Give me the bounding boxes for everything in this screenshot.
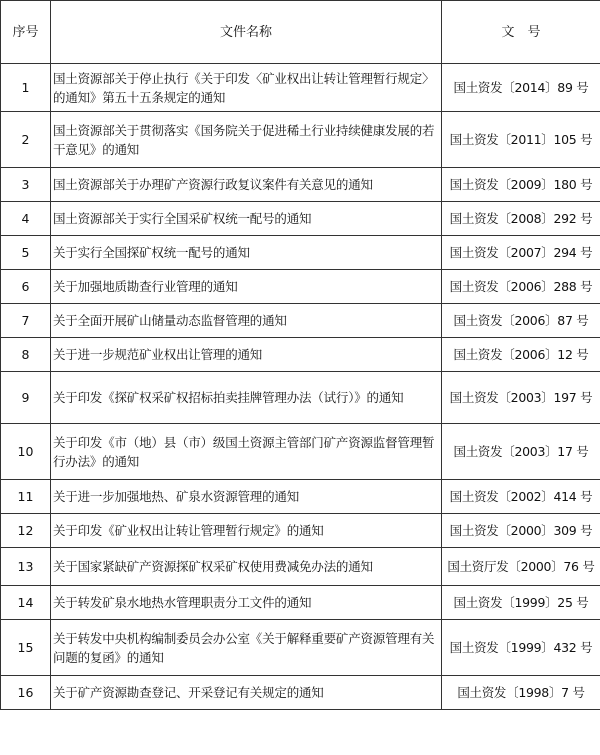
header-file-name: 文件名称: [51, 1, 442, 64]
table-row: [1, 372, 600, 424]
row-doc-number-cell: 国土资发〔2006〕288 号: [442, 270, 600, 304]
row-doc-number-cell: 国土资发〔2006〕87 号: [442, 304, 600, 338]
row-doc-number-cell: 国土资发〔2014〕89 号: [442, 64, 600, 112]
row-file-name-cell: 关于印发《探矿权采矿权招标拍卖挂牌管理办法（试行）》的通知: [51, 372, 442, 424]
row-file-name-cell: 关于国家紧缺矿产资源探矿权采矿权使用费减免办法的通知: [51, 548, 442, 586]
row-file-name-cell: 关于进一步规范矿业权出让管理的通知: [51, 338, 442, 372]
table-row: [1, 168, 600, 202]
row-file-name-cell: 国土资源部关于办理矿产资源行政复议案件有关意见的通知: [51, 168, 442, 202]
table-row: [1, 480, 600, 514]
row-doc-number-cell: 国土资发〔2009〕180 号: [442, 168, 600, 202]
row-file-name-cell: 国土资源部关于贯彻落实《国务院关于促进稀土行业持续健康发展的若干意见》的通知: [51, 112, 442, 168]
header-row: [1, 1, 600, 64]
row-serial-cell: 2: [1, 112, 51, 168]
table-row: [1, 676, 600, 710]
table-body: [1, 64, 600, 710]
table-row: [1, 202, 600, 236]
row-serial-cell: 5: [1, 236, 51, 270]
row-doc-number-cell: 国土资发〔2011〕105 号: [442, 112, 600, 168]
row-doc-number-cell: 国土资发〔2002〕414 号: [442, 480, 600, 514]
row-serial-cell: 10: [1, 424, 51, 480]
row-serial-cell: 9: [1, 372, 51, 424]
row-doc-number-cell: 国土资厅发〔2000〕76 号: [442, 548, 600, 586]
header-serial: 序号: [1, 1, 51, 64]
row-serial-cell: 11: [1, 480, 51, 514]
row-file-name-cell: 关于转发矿泉水地热水管理职责分工文件的通知: [51, 586, 442, 620]
row-doc-number-cell: 国土资发〔1998〕7 号: [442, 676, 600, 710]
table-row: [1, 424, 600, 480]
table-row: [1, 620, 600, 676]
row-doc-number-cell: 国土资发〔1999〕25 号: [442, 586, 600, 620]
row-serial-cell: 4: [1, 202, 51, 236]
row-doc-number-cell: 国土资发〔2006〕12 号: [442, 338, 600, 372]
row-serial-cell: 7: [1, 304, 51, 338]
row-file-name-cell: 关于印发《市（地）县（市）级国土资源主管部门矿产资源监督管理暂行办法》的通知: [51, 424, 442, 480]
table-row: [1, 514, 600, 548]
row-file-name-cell: 关于印发《矿业权出让转让管理暂行规定》的通知: [51, 514, 442, 548]
row-serial-cell: 12: [1, 514, 51, 548]
row-doc-number-cell: 国土资发〔2000〕309 号: [442, 514, 600, 548]
row-file-name-cell: 关于转发中央机构编制委员会办公室《关于解释重要矿产资源管理有关问题的复函》的通知: [51, 620, 442, 676]
row-doc-number-cell: 国土资发〔2003〕17 号: [442, 424, 600, 480]
row-file-name-cell: 关于全面开展矿山储量动态监督管理的通知: [51, 304, 442, 338]
row-serial-cell: 8: [1, 338, 51, 372]
row-serial-cell: 3: [1, 168, 51, 202]
row-serial-cell: 13: [1, 548, 51, 586]
row-file-name-cell: 国土资源部关于停止执行《关于印发〈矿业权出让转让管理暂行规定〉的通知》第五十五条规定的通知: [51, 64, 442, 112]
row-serial-cell: 6: [1, 270, 51, 304]
table-row: [1, 112, 600, 168]
row-doc-number-cell: 国土资发〔2003〕197 号: [442, 372, 600, 424]
table-row: [1, 586, 600, 620]
row-file-name-cell: 关于加强地质勘查行业管理的通知: [51, 270, 442, 304]
row-doc-number-cell: 国土资发〔1999〕432 号: [442, 620, 600, 676]
row-serial-cell: 15: [1, 620, 51, 676]
row-serial-cell: 16: [1, 676, 51, 710]
table-row: [1, 548, 600, 586]
table-row: [1, 304, 600, 338]
table-row: [1, 270, 600, 304]
row-file-name-cell: 关于进一步加强地热、矿泉水资源管理的通知: [51, 480, 442, 514]
table-row: [1, 338, 600, 372]
row-file-name-cell: 关于实行全国探矿权统一配号的通知: [51, 236, 442, 270]
row-doc-number-cell: 国土资发〔2008〕292 号: [442, 202, 600, 236]
row-file-name-cell: 关于矿产资源勘查登记、开采登记有关规定的通知: [51, 676, 442, 710]
table-row: [1, 64, 600, 112]
row-serial-cell: 14: [1, 586, 51, 620]
row-file-name-cell: 国土资源部关于实行全国采矿权统一配号的通知: [51, 202, 442, 236]
row-serial-cell: 1: [1, 64, 51, 112]
header-doc-number: 文 号: [442, 1, 600, 64]
table-row: [1, 236, 600, 270]
row-doc-number-cell: 国土资发〔2007〕294 号: [442, 236, 600, 270]
